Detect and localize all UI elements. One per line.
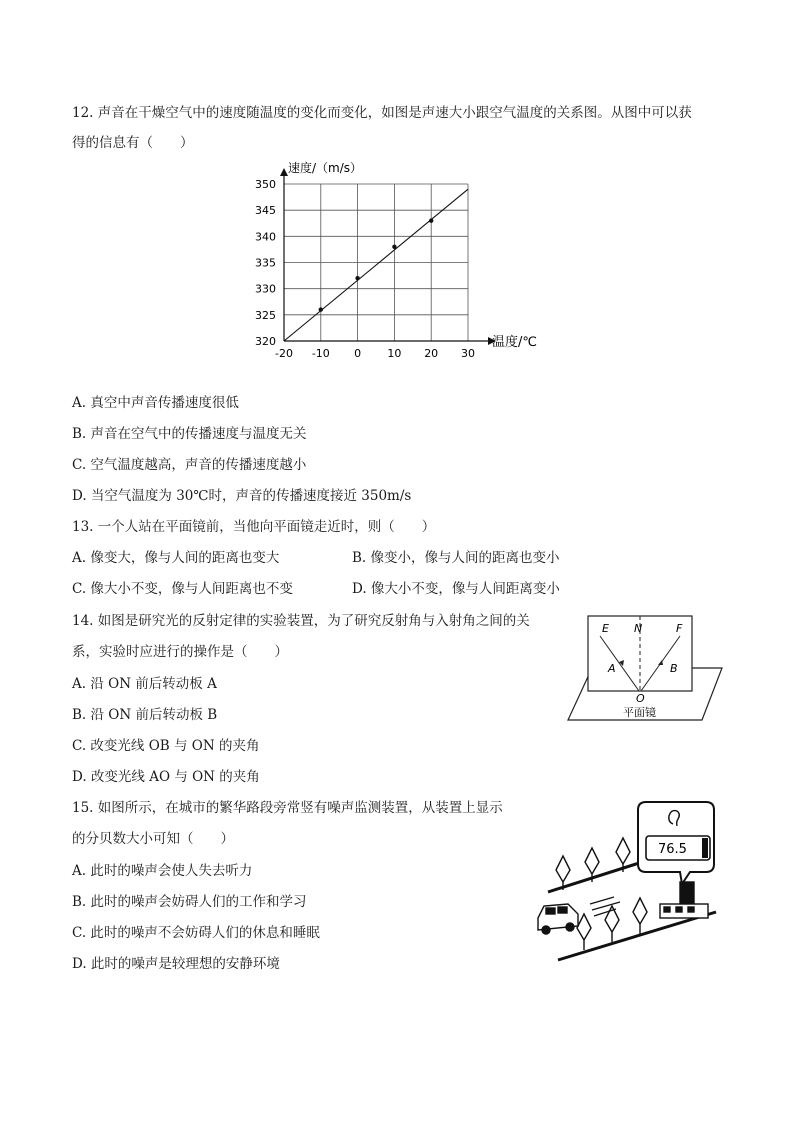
- q13-option-a: A. 像变大，像与人间的距离也变大: [72, 550, 280, 566]
- q15-option-b: B. 此时的噪声会妨碍人们的工作和学习: [72, 894, 307, 910]
- q13-stem: 13. 一个人站在平面镜前，当他向平面镜走近时，则（ ）: [72, 519, 436, 535]
- q14-stem-line1: 14. 如图是研究光的反射定律的实验装置，为了研究反射角与入射角之间的关: [72, 613, 530, 629]
- display-side: [702, 838, 708, 858]
- x-tick-label: -10: [311, 347, 330, 360]
- q15-stem-line1: 15. 如图所示，在城市的繁华路段旁常竖有噪声监测装置，从装置上显示: [72, 800, 503, 816]
- q12-stem-line2: 得的信息有（ ）: [72, 135, 194, 151]
- data-point: [392, 245, 396, 249]
- q13-option-d: D. 像大小不变，像与人间距离变小: [352, 581, 560, 597]
- x-tick-label: 20: [424, 347, 439, 360]
- reflection-apparatus-figure: [562, 612, 728, 724]
- q12-option-c: C. 空气温度越高，声音的传播速度越小: [72, 457, 307, 473]
- q13-option-c: C. 像大小不变，像与人间距离也不变: [72, 581, 293, 597]
- x-tick-label: 10: [387, 347, 402, 360]
- label-f: F: [676, 622, 683, 635]
- monitor-stand: [660, 882, 708, 918]
- q12-stem-line1: 12. 声音在干燥空气中的速度随温度的变化而变化，如图是声速大小跟空气温度的关系图。从图中可以获: [72, 105, 692, 121]
- label-b: B: [670, 662, 678, 675]
- data-point: [355, 276, 359, 280]
- q12-option-d: D. 当空气温度为 30℃时，声音的传播速度接近 350m/s: [72, 488, 412, 504]
- x-axis-label: 温度/℃: [492, 335, 537, 350]
- q15-stem-line2: 的分贝数大小可知（ ）: [72, 831, 234, 847]
- y-tick-label: 350: [255, 178, 276, 191]
- q15-option-c: C. 此时的噪声不会妨碍人们的休息和睡眠: [72, 925, 320, 941]
- car-icon: [538, 904, 578, 934]
- chart-data-layer: [284, 189, 468, 341]
- q14-option-a: A. 沿 ON 前后转动板 A: [72, 676, 217, 692]
- y-axis-arrow-icon: [280, 168, 288, 176]
- chart-tick-labels: [255, 178, 475, 360]
- label-n: N: [634, 622, 643, 635]
- y-tick-label: 345: [255, 204, 276, 218]
- decibel-reading: 76.5: [658, 842, 687, 857]
- q13-option-b: B. 像变小，像与人间的距离也变小: [352, 550, 560, 566]
- q14-option-b: B. 沿 ON 前后转动板 B: [72, 707, 218, 723]
- q12-option-b: B. 声音在空气中的传播速度与温度无关: [72, 426, 307, 442]
- label-a: A: [608, 662, 616, 675]
- x-tick-label: -20: [275, 347, 293, 360]
- q15-option-d: D. 此时的噪声是较理想的安静环境: [72, 956, 280, 972]
- data-point: [319, 307, 323, 311]
- y-tick-label: 335: [255, 256, 276, 270]
- label-e: E: [602, 622, 609, 635]
- y-tick-label: 330: [255, 282, 276, 296]
- q14-stem-line2: 系，实验时应进行的操作是（ ）: [72, 644, 288, 660]
- y-axis-label: 速度/（m/s）: [288, 161, 363, 175]
- noise-monitor-figure: [530, 800, 730, 965]
- q14-option-d: D. 改变光线 AO 与 ON 的夹角: [72, 769, 260, 785]
- label-o: O: [636, 692, 645, 705]
- y-tick-label: 320: [255, 335, 276, 348]
- x-tick-label: 30: [461, 347, 475, 360]
- y-tick-label: 340: [255, 230, 276, 244]
- chart-grid: [284, 184, 468, 341]
- label-mirror: 平面镜: [623, 706, 656, 719]
- q12-option-a: A. 真空中声音传播速度很低: [72, 395, 239, 411]
- chart-axes: [280, 168, 496, 345]
- series-line: [284, 189, 468, 341]
- q14-option-c: C. 改变光线 OB 与 ON 的夹角: [72, 738, 260, 754]
- q15-option-a: A. 此时的噪声会使人失去听力: [72, 863, 253, 879]
- tree-icons-top: [556, 838, 630, 890]
- data-point: [429, 218, 433, 222]
- y-tick-label: 325: [255, 308, 276, 322]
- speed-temperature-chart: [236, 156, 556, 366]
- x-tick-label: 0: [354, 347, 362, 360]
